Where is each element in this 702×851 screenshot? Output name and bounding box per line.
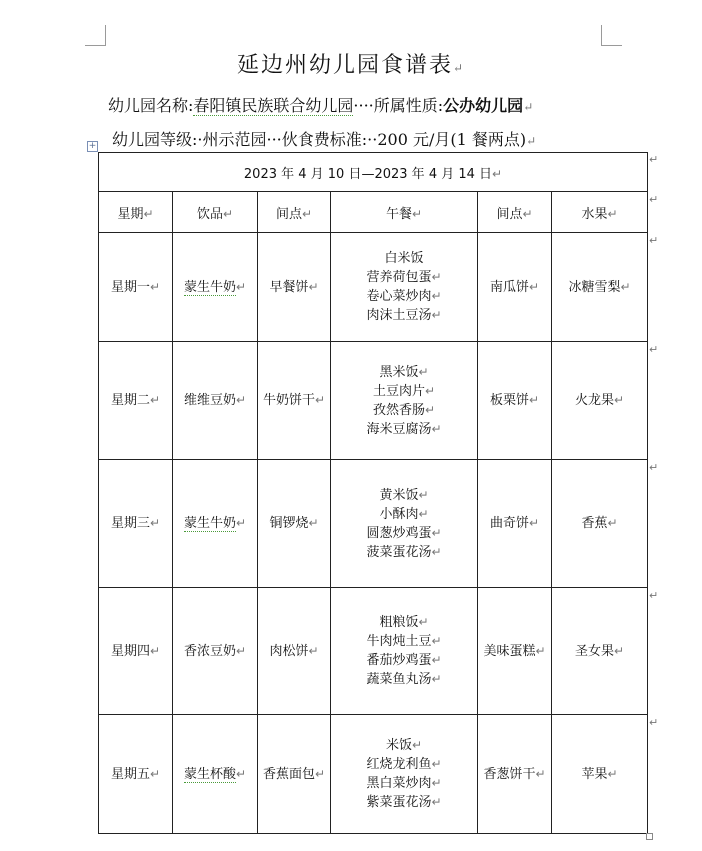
- cell-text: 早餐饼: [269, 279, 309, 295]
- paragraph-mark: ↵: [308, 643, 319, 658]
- menu-table: [98, 152, 648, 834]
- paragraph-mark: ↵: [235, 516, 247, 530]
- header-text: 午餐: [385, 206, 412, 222]
- row-end-mark: ↵: [649, 193, 659, 206]
- cell-text: 星期一: [110, 279, 150, 295]
- paragraph-mark: ↵: [301, 206, 313, 221]
- header-drink[interactable]: [173, 192, 258, 233]
- weekday-cell[interactable]: [99, 588, 173, 715]
- paragraph-mark: ↵: [528, 279, 540, 294]
- date-row: [99, 153, 648, 192]
- table-move-handle-icon[interactable]: +: [88, 141, 97, 151]
- header-weekday[interactable]: [99, 192, 173, 233]
- lunch-item: [331, 670, 477, 689]
- fruit-cell[interactable]: [552, 715, 648, 834]
- paragraph-mark: ↵: [314, 766, 326, 781]
- cell-text: 蒙生牛奶: [183, 516, 236, 531]
- paragraph-mark: ↵: [235, 766, 247, 781]
- paragraph-mark: ↵: [607, 516, 618, 530]
- drink-cell[interactable]: [173, 460, 258, 588]
- cell-text: 肉松饼: [269, 643, 309, 659]
- fruit-cell[interactable]: [552, 233, 648, 342]
- paragraph-mark: ↵: [613, 393, 625, 407]
- cell-text: 冰糖雪梨: [568, 279, 621, 295]
- page-corner-top-left: [85, 25, 106, 46]
- header-snack-2[interactable]: [478, 192, 552, 233]
- cell-text: 蒙生牛奶: [183, 279, 236, 295]
- cell-text: 板栗饼: [489, 393, 529, 408]
- row-end-mark: ↵: [649, 234, 659, 247]
- cell-text: 菠菜蛋花汤: [366, 544, 432, 560]
- row-end-mark: ↵: [649, 343, 659, 356]
- lunch-item: [331, 505, 477, 524]
- paragraph-mark: ↵: [431, 776, 442, 790]
- lunch-item: [331, 774, 477, 793]
- paragraph-mark: ↵: [431, 525, 442, 540]
- info-line-2: [112, 127, 536, 150]
- lunch-item: [331, 486, 477, 505]
- table-row: [99, 460, 648, 588]
- paragraph-mark: ↵: [314, 393, 326, 407]
- cell-text: 粗粮饭: [379, 615, 419, 630]
- paragraph-mark: ↵: [418, 364, 429, 379]
- date-range-text: 2023 年 4 月 10 日—2023 年 4 月 14 日: [243, 166, 493, 182]
- snack-2-cell[interactable]: [478, 460, 552, 588]
- paragraph-mark: ↵: [418, 615, 429, 629]
- cell-text: 南瓜饼: [489, 279, 529, 295]
- header-lunch[interactable]: [331, 192, 478, 233]
- paragraph-mark: ↵: [431, 269, 442, 284]
- snack-1-cell[interactable]: [258, 460, 331, 588]
- header-text: 水果: [581, 206, 608, 222]
- lunch-item: [331, 287, 477, 306]
- paragraph-mark: ↵: [535, 643, 546, 658]
- drink-cell[interactable]: [173, 233, 258, 342]
- grade-value: ·州示范园···: [197, 130, 282, 149]
- fee-value: 200 元/月(1 餐两点): [377, 130, 527, 149]
- paragraph-mark: ↵: [431, 544, 442, 559]
- snack-1-cell[interactable]: [258, 342, 331, 460]
- drink-cell[interactable]: [173, 715, 258, 834]
- snack-1-cell[interactable]: [258, 715, 331, 834]
- lunch-item: [331, 306, 477, 325]
- cell-text: 火龙果: [574, 393, 614, 408]
- snack-2-cell[interactable]: [478, 342, 552, 460]
- name-value: 春阳镇民族联合幼儿园: [193, 96, 354, 115]
- header-text: 饮品: [196, 206, 223, 222]
- cell-text: 营养荷包蛋: [366, 269, 432, 285]
- header-row: [99, 192, 648, 233]
- paragraph-mark: ↵: [418, 487, 429, 502]
- paragraph-mark: ↵: [149, 516, 161, 530]
- table-end-mark: [646, 833, 653, 840]
- cell-text: 红烧龙利鱼: [366, 757, 432, 772]
- cell-text: 圣女果: [574, 643, 614, 659]
- paragraph-mark: ↵: [620, 279, 631, 294]
- paragraph-mark: ↵: [492, 166, 503, 181]
- lunch-item: [331, 613, 477, 632]
- paragraph-mark: ↵: [149, 393, 161, 407]
- paragraph-mark: ↵: [431, 672, 442, 686]
- lunch-item: [331, 401, 477, 420]
- lunch-cell[interactable]: [331, 460, 478, 588]
- header-fruit[interactable]: [552, 192, 648, 233]
- cell-text: 卷心菜炒肉: [366, 288, 432, 304]
- cell-text: 铜锣烧: [269, 516, 309, 531]
- table-row: [99, 715, 648, 834]
- paragraph-mark: ↵: [431, 307, 442, 322]
- paragraph-mark: ↵: [431, 653, 442, 667]
- cell-text: 美味蛋糕: [483, 643, 536, 659]
- cell-text: 紫菜蛋花汤: [366, 795, 432, 810]
- cell-text: 肉沫土豆汤: [366, 307, 432, 323]
- paragraph-mark: ↵: [411, 206, 423, 221]
- lunch-cell[interactable]: [331, 588, 478, 715]
- paragraph-mark: ↵: [613, 643, 625, 658]
- row-end-mark: ↵: [649, 716, 659, 729]
- lunch-item: [331, 736, 477, 755]
- cell-text: 黑白菜炒肉: [366, 776, 432, 791]
- cell-text: 苹果: [581, 766, 608, 782]
- paragraph-mark: ↵: [431, 634, 442, 648]
- lunch-cell[interactable]: [331, 342, 478, 460]
- weekday-cell[interactable]: [99, 460, 173, 588]
- cell-text: 香葱饼干: [483, 766, 536, 782]
- cell-text: 蔬菜鱼丸汤: [366, 672, 432, 687]
- cell-text: 孜然香肠: [372, 402, 425, 418]
- lunch-cell[interactable]: [331, 233, 478, 342]
- cell-text: 黑米饭: [379, 364, 419, 380]
- paragraph-mark: ↵: [143, 206, 154, 221]
- paragraph-mark: ↵: [431, 757, 442, 771]
- cell-text: 曲奇饼: [489, 516, 529, 531]
- row-end-mark: ↵: [649, 461, 659, 474]
- cell-text: 小酥肉: [379, 506, 419, 522]
- paragraph-mark: ↵: [308, 516, 319, 530]
- lunch-item: [331, 543, 477, 562]
- cell-text: 土豆肉片: [372, 383, 425, 399]
- header-text: 间点: [496, 206, 523, 222]
- cell-text: 米饭: [385, 738, 412, 753]
- type-value: 公办幼儿园: [443, 96, 524, 115]
- type-label: 所属性质:: [373, 96, 444, 115]
- fruit-cell[interactable]: [552, 588, 648, 715]
- paragraph-mark: ↵: [149, 643, 161, 658]
- snack-2-cell[interactable]: [478, 233, 552, 342]
- paragraph-mark: ↵: [528, 516, 540, 530]
- table-row: [99, 588, 648, 715]
- cell-text: 牛奶饼干: [262, 393, 315, 408]
- paragraph-mark: ↵: [522, 206, 533, 221]
- cell-text: 星期五: [110, 766, 150, 782]
- paragraph-mark: ↵: [526, 134, 537, 148]
- grade-label: 幼儿园等级:: [112, 130, 198, 149]
- cell-text: 星期四: [110, 643, 150, 659]
- paragraph-mark: ↵: [235, 393, 247, 407]
- paragraph-mark: ↵: [235, 643, 247, 658]
- paragraph-mark: ↵: [431, 421, 442, 436]
- lunch-item: [331, 755, 477, 774]
- table-row: [99, 233, 648, 342]
- snack-1-cell[interactable]: [258, 233, 331, 342]
- lunch-item: [331, 420, 477, 439]
- fruit-cell[interactable]: [552, 460, 648, 588]
- paragraph-mark: ↵: [149, 279, 161, 294]
- cell-text: 香蕉: [581, 516, 608, 531]
- paragraph-mark: ↵: [452, 61, 466, 75]
- lunch-item: [331, 250, 477, 268]
- paragraph-mark: ↵: [424, 383, 436, 398]
- row-end-mark: ↵: [649, 589, 659, 602]
- name-label: 幼儿园名称:: [108, 96, 194, 115]
- cell-text: 番茄炒鸡蛋: [366, 653, 432, 668]
- table-row: [99, 342, 648, 460]
- paragraph-mark: ↵: [431, 795, 442, 809]
- lunch-item: [331, 363, 477, 382]
- fee-label: 伙食费标准:··: [281, 130, 378, 149]
- snack-1-cell[interactable]: [258, 588, 331, 715]
- date-range-cell[interactable]: [99, 153, 648, 192]
- fruit-cell[interactable]: [552, 342, 648, 460]
- header-text: 星期: [117, 206, 144, 222]
- cell-text: 香浓豆奶: [183, 643, 236, 659]
- lunch-item: [331, 268, 477, 287]
- cell-text: 星期三: [110, 516, 150, 531]
- cell-text: 黄米饭: [379, 487, 419, 503]
- snack-2-cell[interactable]: [478, 588, 552, 715]
- lunch-item: [331, 793, 477, 812]
- weekday-cell[interactable]: [99, 715, 173, 834]
- paragraph-mark: ↵: [418, 506, 429, 521]
- lunch-item: [331, 632, 477, 651]
- paragraph-mark: ↵: [424, 402, 436, 417]
- row-end-mark: ↵: [649, 153, 659, 166]
- lunch-item: [331, 524, 477, 543]
- paragraph-mark: ↵: [222, 206, 234, 221]
- paragraph-mark: ↵: [235, 279, 247, 294]
- separator: ····: [353, 96, 374, 115]
- drink-cell[interactable]: [173, 342, 258, 460]
- paragraph-mark: ↵: [607, 766, 618, 781]
- paragraph-mark: ↵: [431, 288, 442, 303]
- weekday-cell[interactable]: [99, 342, 173, 460]
- drink-cell[interactable]: [173, 588, 258, 715]
- header-snack-1[interactable]: [258, 192, 331, 233]
- paragraph-mark: ↵: [308, 279, 319, 294]
- paragraph-mark: ↵: [535, 766, 546, 781]
- title-text: 延边州幼儿园食谱表: [236, 53, 453, 78]
- paragraph-mark: ↵: [523, 100, 534, 114]
- cell-text: 牛肉炖土豆: [366, 634, 432, 649]
- info-line-1: [108, 93, 533, 116]
- paragraph-mark: ↵: [607, 206, 618, 221]
- paragraph-mark: ↵: [411, 738, 423, 752]
- cell-text: 星期二: [110, 393, 150, 408]
- cell-text: 海米豆腐汤: [366, 421, 432, 437]
- cell-text: 白米饭: [384, 250, 424, 266]
- cell-text: 蒙生杯酸: [183, 766, 236, 782]
- paragraph-mark: ↵: [528, 393, 540, 407]
- header-text: 间点: [275, 206, 302, 222]
- weekday-cell[interactable]: [99, 233, 173, 342]
- lunch-item: [331, 651, 477, 670]
- lunch-cell[interactable]: [331, 715, 478, 834]
- snack-2-cell[interactable]: [478, 715, 552, 834]
- page-corner-top-right: [601, 25, 622, 46]
- paragraph-mark: ↵: [149, 766, 161, 781]
- cell-text: 香蕉面包: [262, 766, 315, 782]
- cell-text: 维维豆奶: [183, 393, 236, 408]
- cell-text: 圆葱炒鸡蛋: [366, 525, 432, 541]
- document-title: [0, 48, 702, 79]
- lunch-item: [331, 382, 477, 401]
